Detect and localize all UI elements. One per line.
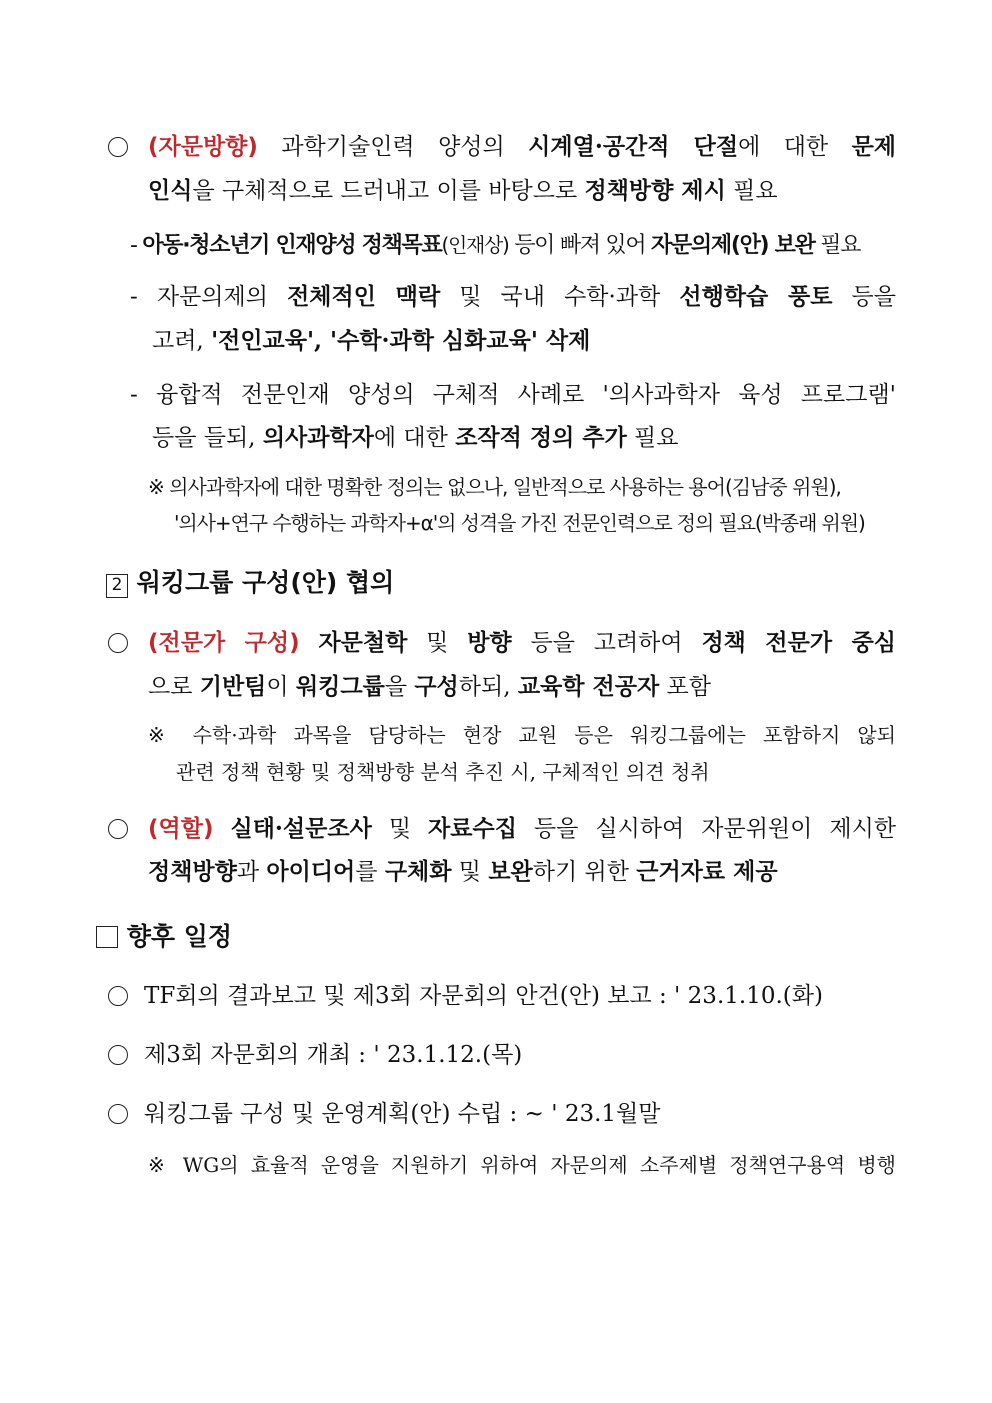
dash-item-goal: - 아동·청소년기 인재양성 정책목표(인재상) 등이 빠져 있어 자문의제(안) 보완 필요 bbox=[130, 233, 861, 258]
circle-bullet-icon bbox=[108, 1104, 128, 1124]
section-heading-schedule: 향후 일정 bbox=[96, 922, 232, 952]
note-physician-line2: '의사+연구 수행하는 과학자+α'의 성격을 가진 전문인력으로 정의 필요(박종래 위원) bbox=[174, 511, 865, 535]
note-physician-line1: ※ 의사과학자에 대한 명확한 정의는 없으나, 일반적으로 사용하는 용어(김남중 위원), bbox=[148, 475, 841, 499]
circle-bullet-icon bbox=[108, 1045, 128, 1065]
square-bullet-icon bbox=[96, 926, 118, 948]
schedule-item: 제3회 자문회의 개최 : ' 23.1.12.(목) bbox=[144, 1042, 523, 1068]
circle-bullet-icon bbox=[108, 986, 128, 1006]
section-number-box: 2 bbox=[106, 574, 128, 598]
note-teachers-line2: 관련 정책 현황 및 정책방향 분석 추진 시, 구체적인 의견 청취 bbox=[176, 760, 710, 784]
schedule-item: 워킹그룹 구성 및 운영계획(안) 수립 : ~ ' 23.1월말 bbox=[144, 1101, 661, 1127]
circle-bullet-icon bbox=[108, 137, 128, 157]
note-teachers-line1: ※ 수학·과학 과목을 담당하는 현장 교원 등은 워킹그룹에는 포함하지 않되 bbox=[148, 723, 897, 747]
bullet-composition-line1: (전문가 구성) 자문철학 및 방향 등을 고려하여 정책 전문가 중심 bbox=[148, 629, 897, 656]
note-wg: ※ WG의 효율적 운영을 지원하기 위하여 자문의제 소주제별 정책연구용역 병행 bbox=[148, 1153, 896, 1177]
bullet-composition-line2: 으로 기반팀이 워킹그룹을 구성하되, 교육학 전공자 포함 bbox=[148, 673, 711, 700]
circle-bullet-icon bbox=[108, 633, 128, 653]
bullet-role-line2: 정책방향과 아이디어를 구체화 및 보완하기 위한 근거자료 제공 bbox=[148, 858, 778, 885]
bullet-role-line1: (역할) 실태·설문조사 및 자료수집 등을 실시하여 자문위원이 제시한 bbox=[148, 815, 897, 842]
schedule-item: TF회의 결과보고 및 제3회 자문회의 안건(안) 보고 : ' 23.1.10.(화) bbox=[144, 983, 823, 1009]
circle-bullet-icon bbox=[108, 819, 128, 839]
dash-item-context-line1: - 자문의제의 전체적인 맥락 및 국내 수학·과학 선행학습 풍토 등을 bbox=[130, 283, 896, 310]
dash-item-physician-line1: - 융합적 전문인재 양성의 구체적 사례로 '의사과학자 육성 프로그램' bbox=[130, 382, 896, 408]
section-heading-working-group: 2 워킹그룹 구성(안) 협의 bbox=[106, 568, 394, 598]
bullet-direction-line2: 인식을 구체적으로 드러내고 이를 바탕으로 정책방향 제시 필요 bbox=[148, 177, 778, 204]
dash-item-context-line2: 고려, '전인교육', '수학·과학 심화교육' 삭제 bbox=[152, 327, 591, 354]
dash-item-physician-line2: 등을 들되, 의사과학자에 대한 조작적 정의 추가 필요 bbox=[152, 424, 679, 451]
bullet-direction-line1: (자문방향) 과학기술인력 양성의 시계열·공간적 단절에 대한 문제 bbox=[148, 133, 897, 160]
